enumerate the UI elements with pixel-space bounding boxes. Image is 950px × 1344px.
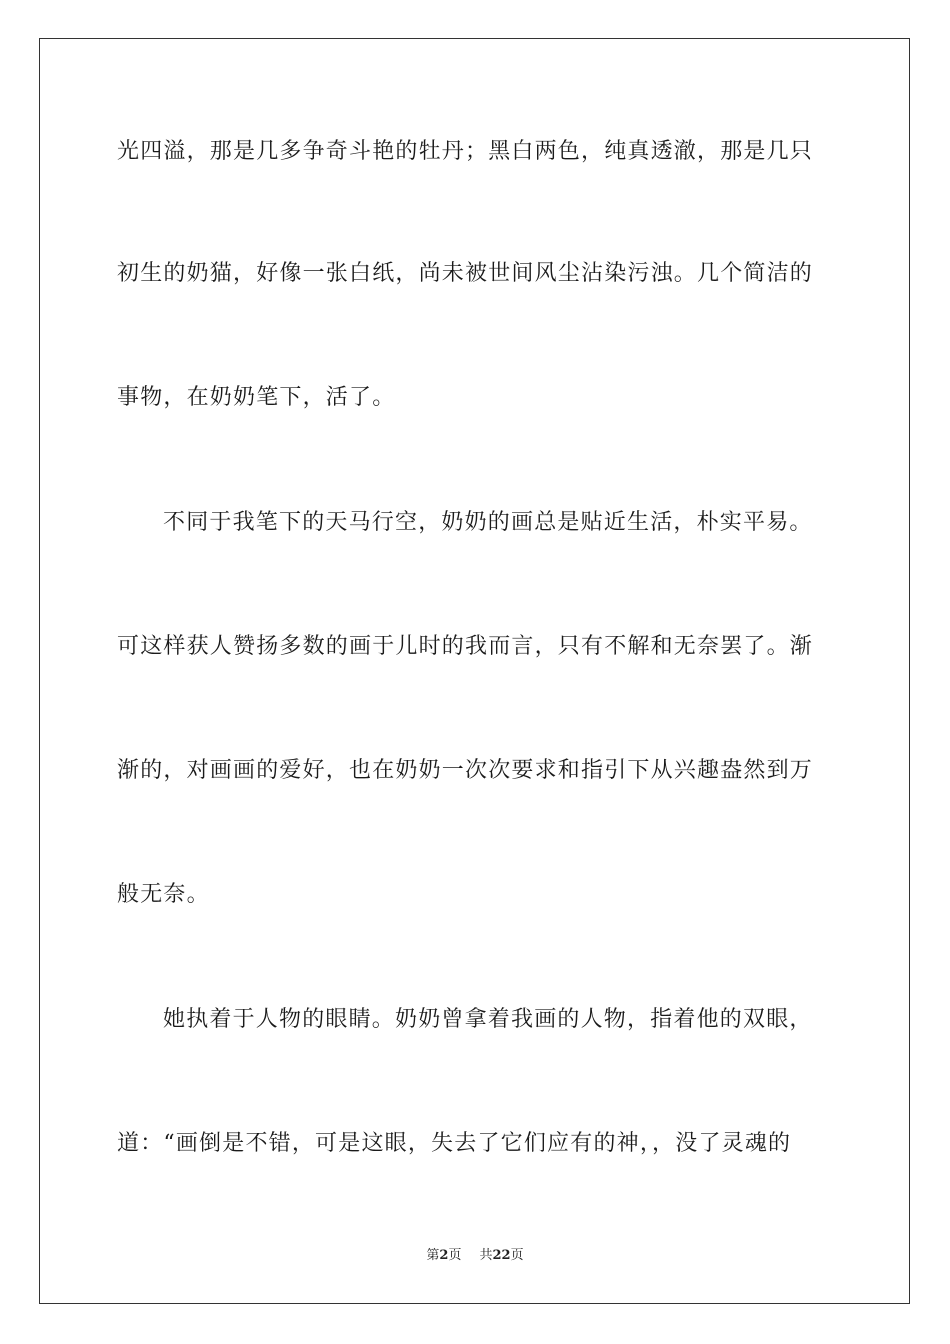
text-line-4: 不同于我笔下的天马行空，奶奶的画总是贴近生活，朴实平易。 [163, 510, 813, 535]
page-prefix: 第 [426, 1248, 440, 1263]
total-suffix: 页 [510, 1248, 524, 1263]
text-line-5: 可这样获人赞扬多数的画于儿时的我而言，只有不解和无奈罢了。渐 [117, 634, 814, 659]
page-number: 2 [439, 1248, 449, 1263]
text-line-2: 初生的奶猫，好像一张白纸，尚未被世间风尘沾染污浊。几个简洁的 [117, 261, 814, 286]
text-line-7: 般无奈。 [117, 882, 210, 907]
total-pages: 22 [492, 1248, 511, 1263]
page-suffix: 页 [448, 1248, 462, 1263]
text-line-8: 她执着于人物的眼睛。奶奶曾拿着我画的人物，指着他的双眼， [163, 1007, 813, 1032]
total-prefix: 共 [479, 1248, 493, 1263]
text-line-6: 渐的，对画画的爱好，也在奶奶一次次要求和指引下从兴趣盎然到万 [117, 758, 814, 783]
text-line-9: 道：“画倒是不错，可是这眼，失去了它们应有的神，，没了灵魂的 [117, 1131, 792, 1156]
text-line-3: 事物，在奶奶笔下，活了。 [117, 385, 396, 410]
text-line-1: 光四溢，那是几多争奇斗艳的牡丹；黑白两色，纯真透澈，那是几只 [117, 139, 814, 164]
page-footer [0, 1246, 950, 1266]
page-border [39, 38, 910, 1304]
